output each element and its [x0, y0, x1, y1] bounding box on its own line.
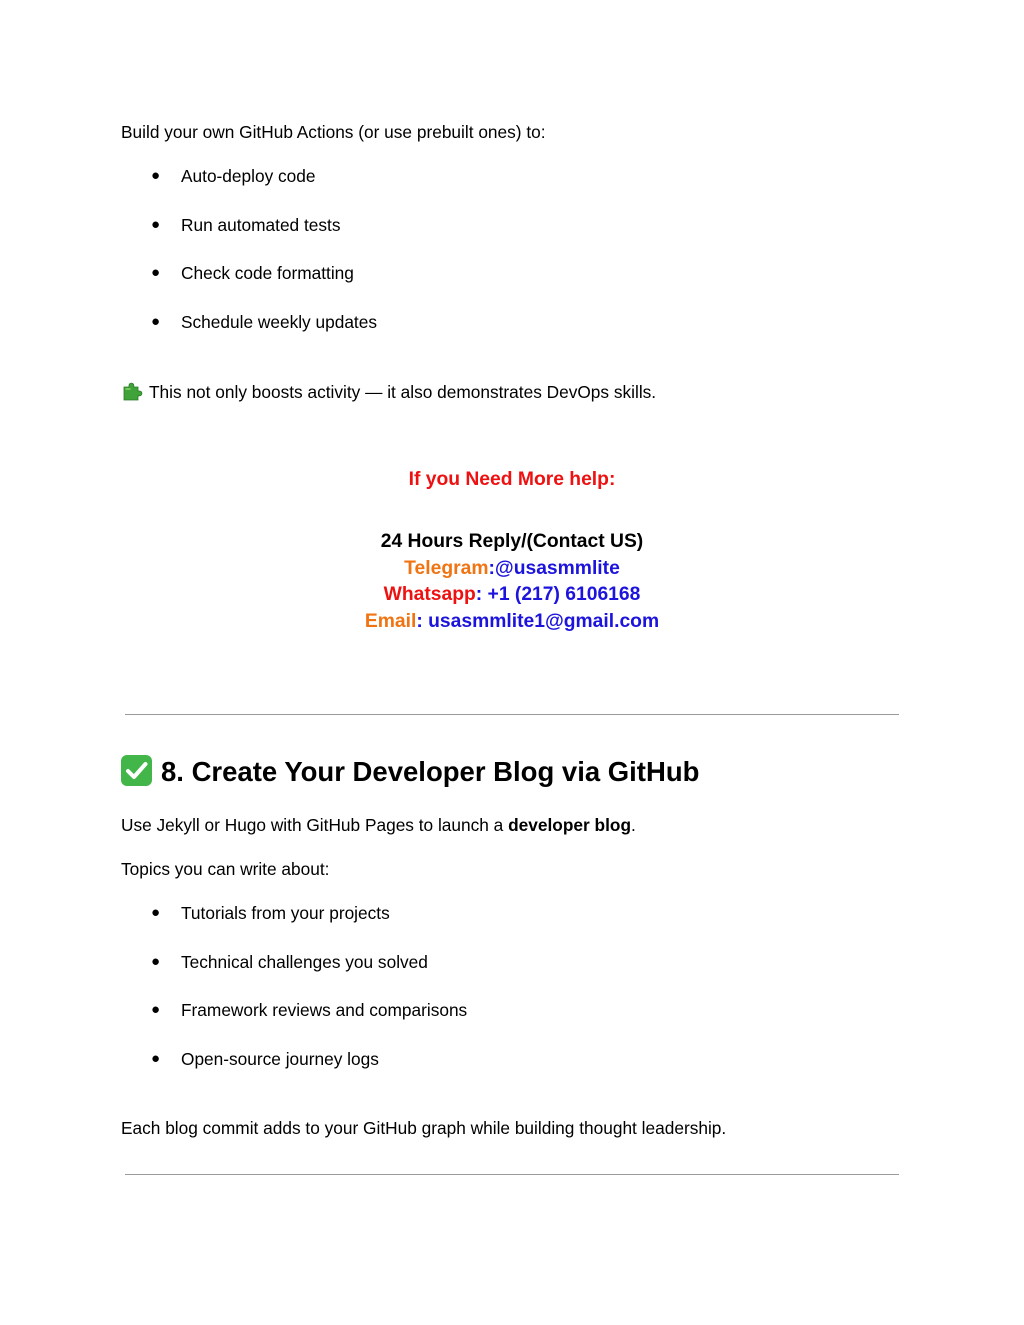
list-item: Run automated tests	[181, 215, 341, 235]
help-heading: If you Need More help:	[408, 469, 616, 490]
check-mark-button-icon	[121, 755, 152, 786]
list-item: Auto-deploy code	[181, 166, 316, 186]
list-item: Schedule weekly updates	[181, 312, 377, 332]
divider	[125, 1174, 899, 1175]
email-label: Email	[364, 611, 417, 632]
bullet-marker: ●	[151, 953, 161, 970]
bullet-marker: ●	[151, 313, 161, 330]
whatsapp-line	[0, 582, 1024, 608]
topics-intro: Topics you can write about:	[121, 859, 330, 879]
list-item: Technical challenges you solved	[181, 952, 428, 972]
telegram-handle[interactable]: :@usasmmlite	[488, 558, 620, 579]
email-colon: :	[416, 611, 423, 632]
blog-intro-bold: developer blog	[508, 815, 632, 835]
bullet-marker: ●	[151, 216, 161, 233]
section-heading	[121, 755, 699, 789]
bullet-marker: ●	[151, 1001, 161, 1018]
whatsapp-number[interactable]: : +1 (217) 6106168	[475, 584, 641, 605]
blog-intro-text: Use Jekyll or Hugo with GitHub Pages to launch a	[121, 815, 509, 835]
email-line	[0, 609, 1024, 635]
bullet-marker: ●	[151, 1050, 161, 1067]
list-item: Check code formatting	[181, 263, 354, 283]
blog-intro-end: .	[631, 815, 636, 835]
puzzle-piece-icon	[121, 380, 143, 402]
telegram-line	[0, 556, 1024, 582]
blog-intro	[121, 814, 636, 836]
section-heading-text: 8. Create Your Developer Blog via GitHub	[161, 756, 700, 787]
bullet-marker: ●	[151, 904, 161, 921]
list-item: Open-source journey logs	[181, 1049, 379, 1069]
telegram-label: Telegram	[404, 558, 489, 579]
divider	[125, 714, 899, 715]
list-item: Framework reviews and comparisons	[181, 1000, 468, 1020]
devops-note	[121, 380, 656, 403]
devops-note-text: This not only boosts activity — it also demonstrates DevOps skills.	[149, 382, 657, 402]
whatsapp-label: Whatsapp	[383, 584, 476, 605]
list-item: Tutorials from your projects	[181, 903, 390, 923]
actions-intro: Build your own GitHub Actions (or use prebuilt ones) to:	[121, 122, 546, 142]
closing-text: Each blog commit adds to your GitHub graph while building thought leadership.	[121, 1118, 727, 1138]
reply-text: 24 Hours Reply/(Contact US)	[380, 531, 644, 552]
email-address[interactable]: usasmmlite1@gmail.com	[422, 611, 660, 632]
bullet-marker: ●	[151, 264, 161, 281]
bullet-marker: ●	[151, 167, 161, 184]
